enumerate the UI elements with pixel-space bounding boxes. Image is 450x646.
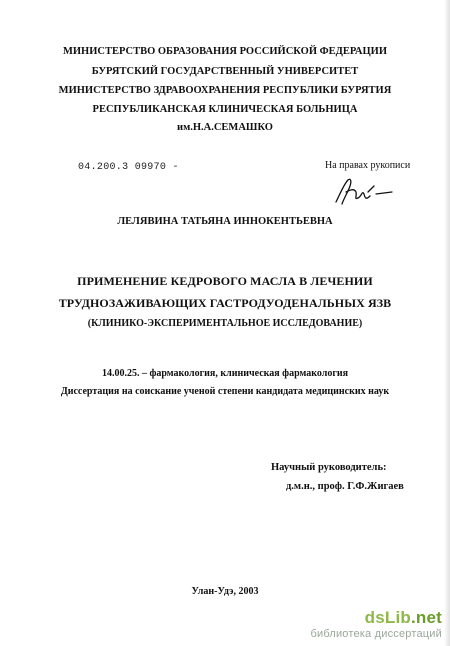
specialty-line: 14.00.25. – фармакология, клиническая фармакология: [101, 368, 349, 379]
title-line-1: ПРИМЕНЕНИЕ КЕДРОВОГО МАСЛА В ЛЕЧЕНИИ: [77, 274, 373, 288]
supervisor-name: д.м.н., проф. Г.Ф.Жигаев: [286, 481, 404, 492]
place-year: Улан-Удэ, 2003: [191, 586, 259, 597]
dslib-watermark: [310, 608, 442, 640]
dslib-tagline: библиотека диссертаций: [310, 628, 442, 640]
degree-line: Диссертация на соискание ученой степени кандидата медицинских наук: [60, 386, 390, 397]
ministry-health-line: МИНИСТЕРСТВО ЗДРАВООХРАНЕНИЯ РЕСПУБЛИКИ БУРЯТИЯ: [58, 85, 392, 96]
rights-note: На правах рукописи: [325, 160, 411, 171]
scan-edge-shadow: [444, 0, 450, 646]
ministry-education-line: МИНИСТЕРСТВО ОБРАЗОВАНИЯ РОССИЙСКОЙ ФЕДЕРАЦИИ: [62, 46, 388, 57]
hospital-line: РЕСПУБЛИКАНСКАЯ КЛИНИЧЕСКАЯ БОЛЬНИЦА: [92, 104, 358, 115]
author-name: ЛЕЛЯВИНА ТАТЬЯНА ИННОКЕНТЬЕВНА: [117, 216, 333, 227]
signature: [330, 174, 400, 210]
registration-number: 04.200.3 09970 -: [78, 162, 179, 173]
title-line-2: ТРУДНОЗАЖИВАЮЩИХ ГАСТРОДУОДЕНАЛЬНЫХ ЯЗВ: [58, 296, 392, 310]
title-subtitle: (КЛИНИКО-ЭКСПЕРИМЕНТАЛЬНОЕ ИССЛЕДОВАНИЕ): [87, 318, 363, 329]
supervisor-label: Научный руководитель:: [271, 462, 387, 473]
university-line: БУРЯТСКИЙ ГОСУДАРСТВЕННЫЙ УНИВЕРСИТЕТ: [91, 66, 359, 77]
dslib-logo: dsLib.net: [364, 608, 442, 627]
hospital-name-line: им.Н.А.СЕМАШКО: [177, 122, 273, 133]
